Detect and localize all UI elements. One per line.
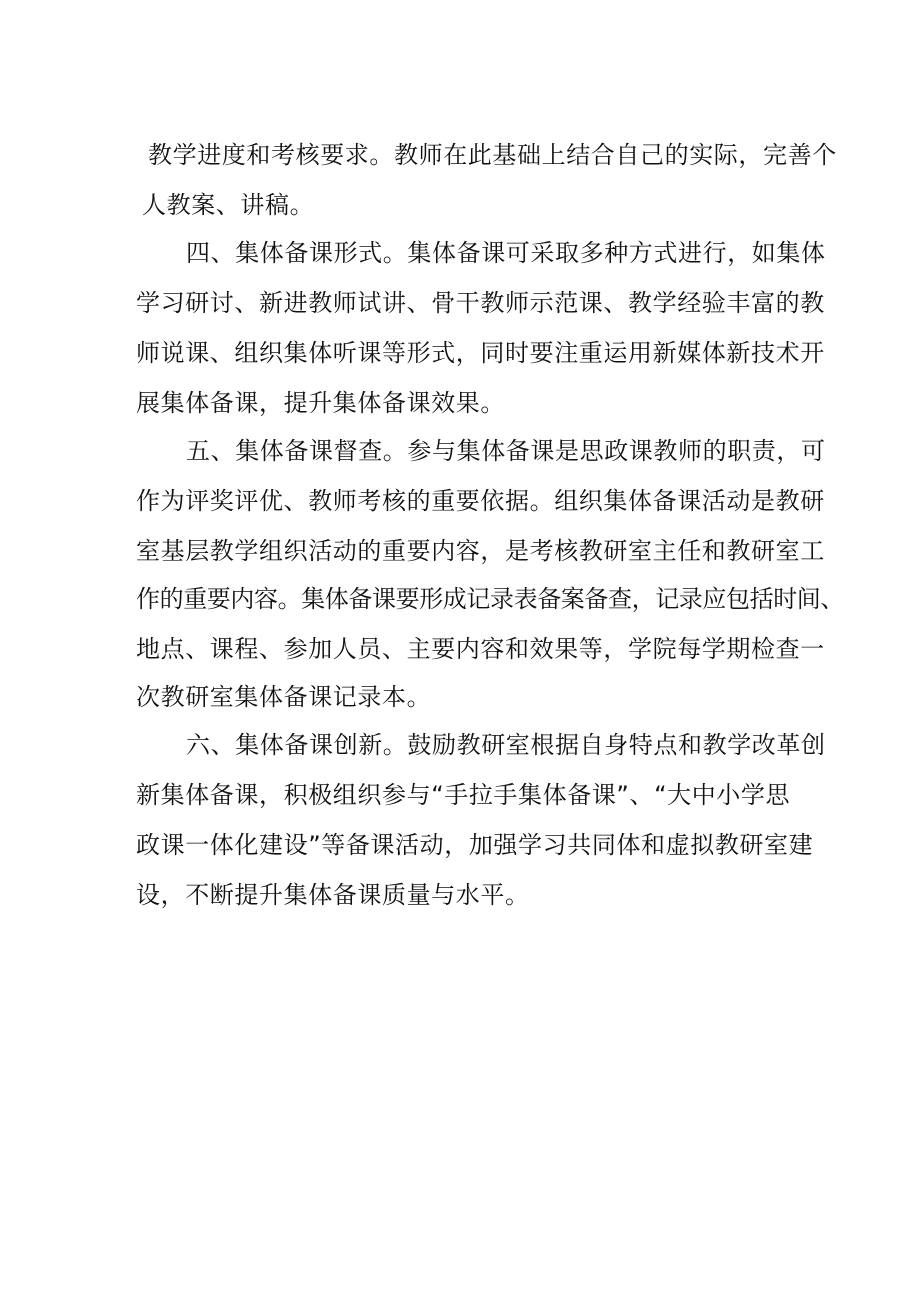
paragraph-5-line-6: 次教研室集体备课记录本。 [136,683,432,711]
paragraph-4-line-1: 四、集体备课形式。集体备课可采取多种方式进行，如集体 [186,239,826,267]
paragraph-6-line-2: 新集体备课，积极组织参与“手拉手集体备课”、“大中小学思 [136,781,791,809]
paragraph-5-line-4: 作的重要内容。集体备课要形成记录表备案备查，记录应包括时间、 [136,585,844,613]
paragraph-4-line-3: 师说课、组织集体听课等形式，同时要注重运用新媒体新技术开 [136,339,825,367]
paragraph-5-line-3: 室基层教学组织活动的重要内容，是考核教研室主任和教研室工 [136,537,825,565]
paragraph-5-line-2: 作为评奖评优、教师考核的重要依据。组织集体备课活动是教研 [136,487,825,515]
paragraph-4-line-4: 展集体备课，提升集体备课效果。 [136,389,505,417]
paragraph-6-line-1: 六、集体备课创新。鼓励教研室根据自身特点和教学改革创 [186,731,826,759]
paragraph-6-line-3: 政课一体化建设”等备课活动，加强学习共同体和虚拟教研室建 [136,831,814,859]
paragraph-4-line-2: 学习研讨、新进教师试讲、骨干教师示范课、教学经验丰富的教 [136,289,825,317]
paragraph-6-line-4: 设，不断提升集体备课质量与水平。 [136,881,530,909]
paragraph-5-line-1: 五、集体备课督查。参与集体备课是思政课教师的职责，可 [186,437,826,465]
paragraph-3-line-1: 教学进度和考核要求。教师在此基础上结合自己的实际，完善个 [148,141,837,169]
paragraph-3-line-2: 人教案、讲稿。 [142,191,315,219]
paragraph-5-line-5: 地点、课程、参加人员、主要内容和效果等，学院每学期检查一 [136,635,825,663]
